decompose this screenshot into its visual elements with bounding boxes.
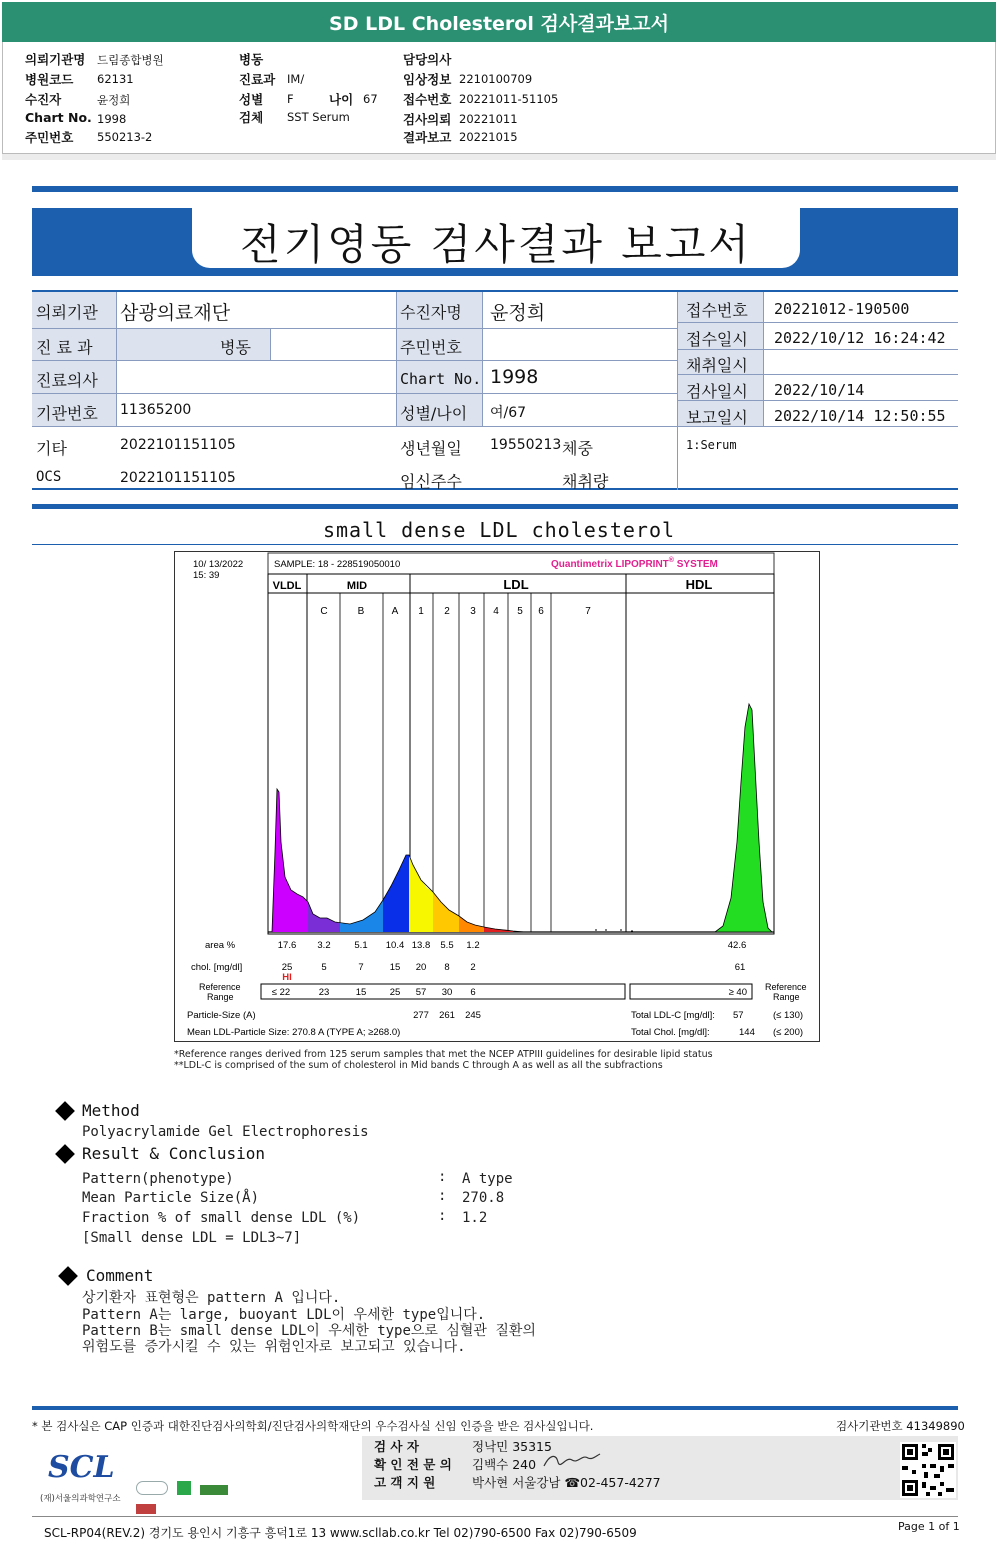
volume-label: 채취량 [562,472,609,491]
group-label-vldl: VLDL [272,580,302,592]
scl-logo-sub: (재)서울의과학연구소 [40,1494,121,1504]
patient-value: 윤정희 [490,302,546,324]
ref-value: 25 [389,987,401,998]
particle-size-values [413,1010,481,1021]
bullet-icon [55,1101,75,1121]
area-values [278,940,747,951]
comment-line: Pattern B는 small dense LDL이 우세한 type으로 심혈관 질환의 [82,1323,536,1339]
trace-ldl1 [409,855,433,932]
top-label: 의뢰기관명 [25,52,86,67]
area-value: 3.2 [317,940,331,951]
particle-size-label: Particle-Size (A) [187,1010,256,1021]
total-ldlc-ref: (≤ 130) [773,1010,804,1021]
ssn-label: 주민번호 [400,338,462,357]
comment-line: Pattern A는 large, buoyant LDL이 우세한 type입니다. [82,1307,486,1323]
result-value: 1.2 [462,1210,488,1226]
lab-address: SCL-RP04(REV.2) 경기도 용인시 기흥구 흥덕1로 13 www.scllab.co.kr Tel 02)790-6500 Fax 02)790-6509 [44,1526,637,1540]
report-dt-label: 보고일시 [686,408,748,427]
method-heading: Method [82,1101,140,1120]
row-divider [32,328,677,329]
top-value: IM/ [287,72,305,86]
band-label: C [320,606,328,617]
inst-code-value: 11365200 [120,402,192,418]
area-value: 17.6 [277,940,297,951]
recv-no-label: 접수번호 [686,301,748,320]
result-key: Mean Particle Size(Å) [82,1190,260,1206]
arab-logo-icon [136,1504,156,1514]
top-label: 진료과 [239,72,276,87]
band-label: B [357,606,365,617]
band-label: 7 [585,606,591,617]
ocs-value: 2022101151105 [120,470,236,486]
weight-label: 체중 [562,439,593,458]
scl-logo [48,1452,128,1492]
report-dt-value: 2022/10/14 12:50:55 [774,407,946,425]
sex-age-label: 성별/나이 [400,404,468,423]
top-value: 드림종합병원 [97,53,164,67]
result-value: 270.8 [462,1190,505,1206]
comment-heading: Comment [86,1266,154,1285]
group-label-ldl: LDL [503,577,529,592]
band-labels [320,606,591,617]
top-label: 성별 [239,92,264,107]
ref-value: 30 [441,987,453,998]
cert-logos [136,1480,256,1498]
signature-icon [540,1450,604,1474]
top-label: 담당의사 [403,52,452,67]
ref-row-label: Reference Range [199,982,241,1002]
top-info-panel [2,42,996,154]
top-value: 1998 [97,112,127,126]
ref-value-hdl: ≥ 40 [728,987,747,998]
band-label: 1 [418,606,424,617]
patient-label: 수진자명 [400,303,462,322]
sample-id: SAMPLE: 18 - 228519050010 [274,559,401,570]
top-value: 20221011 [459,112,518,126]
specialist-value: 김백수 240 [472,1457,537,1472]
particle-size-value: 245 [465,1010,481,1021]
band-label: 5 [517,606,523,617]
top-label: 결과보고 [403,130,452,145]
top-value: 20221015 [459,130,518,144]
bullet-icon [58,1266,78,1286]
col-divider [270,328,271,360]
top-label: 임상정보 [403,72,452,87]
section-rule [32,504,958,509]
col-divider [396,292,397,426]
ref-label-right: Reference Range [765,982,807,1002]
area-value: 5.1 [354,940,368,951]
patient-info-table [32,290,958,490]
chart-label: Chart No. [400,370,482,388]
ref-value: 15 [355,987,367,998]
band-label: 2 [444,606,450,617]
cert-statement: * 본 검사실은 CAP 인증과 대한진단검사의학회/진단검사의학재단의 우수검사실 신임 인증을 받은 검사실입니다. [32,1419,594,1433]
area-value: 5.5 [440,940,454,951]
lipoprint-svg [175,552,821,1043]
data-rows [187,940,807,1038]
collect-dt-label: 채취일시 [686,356,748,375]
particle-size-value: 277 [413,1010,429,1021]
total-ldlc-value: 57 [733,1010,744,1021]
birth-label: 생년월일 [400,439,462,458]
area-value: 10.4 [385,940,405,951]
examiner-value: 정낙민 35315 [472,1439,552,1454]
recv-dt-label: 접수일시 [686,330,748,349]
top-label: 검사의뢰 [403,112,452,127]
comment-line: 위험도를 증가시킬 수 있는 위험인자로 보고되고 있습니다. [82,1339,466,1355]
trace [269,704,772,932]
area-value-hdl: 42.6 [727,940,747,951]
method-body: Polyacrylamide Gel Electrophoresis [82,1124,369,1140]
chart-value: 1998 [490,366,539,388]
result-value: A type [462,1171,513,1187]
chol-value: 5 [321,962,327,973]
chol-value: 2 [470,962,476,973]
trace-mid-b [340,900,383,932]
top-value: 550213-2 [97,130,153,144]
trace-ldl2 [433,892,459,932]
examiner-label: 검 사 자 [374,1439,419,1454]
band-dividers [340,593,551,932]
scl-logo-text: SCL [48,1450,115,1485]
ref-value: 23 [318,987,330,998]
birth-value: 19550213 [490,437,562,453]
report-title: SD LDL Cholesterol 검사결과보고서 [329,12,669,35]
footer-rule [32,1406,958,1410]
top-value: 62131 [97,72,134,86]
col-divider [116,292,117,426]
chol-value-hdl: 61 [734,962,746,973]
hi-flag: HI [282,972,292,983]
top-label: 병동 [239,52,264,67]
top-value: 20221011-51105 [459,92,559,106]
support-label: 고 객 지 원 [374,1475,436,1490]
total-ldlc-label: Total LDL-C [mg/dl]: [631,1010,715,1021]
top-label: 접수번호 [403,92,452,107]
chart-date: 10/ 13/2022 [193,559,244,570]
footer-bottom-rule [32,1516,958,1517]
header-rule [32,186,958,192]
cap-logo-icon [136,1481,168,1495]
brand-name: Quantimetrix LIPOPRINT® SYSTEM [551,557,718,570]
row-divider [32,360,677,361]
result-colon: : [438,1208,447,1224]
result-colon: : [438,1188,447,1204]
chol-row-label: chol. [mg/dl] [191,962,243,973]
total-chol-label: Total Chol. [mg/dl]: [631,1027,710,1038]
footnote-2: **LDL-C is comprised of the sum of cholesterol in Mid bands C through A as well as all the subfractions [174,1060,663,1071]
recv-no-value: 20221012-190500 [774,300,910,318]
band-label: 6 [538,606,544,617]
eqa-logo-icon [200,1485,228,1495]
col-divider [763,292,764,426]
dept-value: 병동 [220,338,251,357]
band-label: 4 [493,606,499,617]
trace-hdl [715,704,772,932]
recv-dt-value: 2022/10/12 16:24:42 [774,329,946,347]
ref-values [272,987,476,998]
top-value: 2210100709 [459,72,533,86]
section-underline [32,544,958,545]
specimen-value: 1:Serum [686,438,737,452]
section-title: small dense LDL cholesterol [322,518,676,542]
result-colon: : [438,1169,447,1185]
plot-frame [268,574,774,934]
top-label: Chart No. [25,110,92,125]
group-label-hdl: HDL [685,577,713,592]
chol-value: 7 [358,962,364,973]
comment-line: 상기환자 표현형은 pattern A 입니다. [82,1290,341,1306]
chol-value: 8 [444,962,450,973]
inst-code-label: 기관번호 [36,404,98,423]
sex-age-value: 여/67 [490,405,527,421]
top-value: 67 [363,92,378,106]
top-label: 주민번호 [25,130,74,145]
area-value: 1.2 [466,940,480,951]
particle-size-value: 261 [439,1010,455,1021]
band-label: A [391,606,399,617]
lab-number: 검사기관번호 41349890 [836,1419,965,1433]
result-heading: Result & Conclusion [82,1144,266,1163]
trace-mid-c [308,902,340,932]
test-dt-value: 2022/10/14 [774,381,865,399]
chol-value: 25 [281,962,293,973]
group-label-mid: MID [346,580,368,592]
footnote-1: *Reference ranges derived from 125 serum samples that met the NCEP ATPIII guidelines for desirable lipid status [174,1049,713,1060]
lipoprint-chart [174,551,820,1042]
top-label: 검체 [239,110,264,125]
result-note: [Small dense LDL = LDL3~7] [82,1230,302,1246]
col-divider [482,292,483,426]
row-divider [677,322,958,323]
area-row-label: area % [205,940,236,951]
band-label: 3 [470,606,476,617]
top-value: F [287,92,294,106]
top-label: 병원코드 [25,72,74,87]
area-value: 13.8 [411,940,431,951]
total-chol-ref: (≤ 200) [773,1027,804,1038]
top-value: 윤정희 [97,93,131,107]
ref-value: ≤ 22 [271,987,291,998]
ref-value: 57 [415,987,427,998]
specialist-label: 확 인 전 문 의 [374,1457,452,1472]
col-divider [677,292,678,490]
row-divider [32,393,677,394]
lm-logo-icon [177,1481,191,1495]
inst-label: 의뢰기관 [36,303,98,322]
qr-code-icon [900,1442,956,1498]
mean-ldl-size: Mean LDL-Particle Size: 270.8 A (TYPE A; ≥268.0) [187,1027,401,1038]
etc-value: 2022101151105 [120,437,236,453]
chol-values [282,962,746,983]
top-value: SST Serum [287,110,350,124]
trace-dots [595,930,633,931]
total-chol-value: 144 [739,1027,755,1038]
ref-value: 6 [470,987,476,998]
test-dt-label: 검사일시 [686,382,748,401]
chart-time: 15: 39 [193,570,220,581]
chol-value: 15 [389,962,401,973]
inst-value: 삼광의료재단 [120,302,231,324]
report-heading: 전기영동 검사결과 보고서 [240,220,752,269]
ocs-label: OCS [36,469,62,485]
chol-value: 20 [415,962,427,973]
doctor-label: 진료의사 [36,371,98,390]
etc-label: 기타 [36,439,67,458]
pregnancy-label: 임신주수 [400,472,462,491]
row-divider [32,426,677,427]
page-indicator: Page 1 of 1 [898,1520,960,1533]
top-label: 수진자 [25,92,62,107]
result-key: Fraction % of small dense LDL (%) [82,1210,361,1226]
top-label: 나이 [329,92,354,107]
dept-label: 진 료 과 [36,338,93,357]
report-title-bar [2,2,996,42]
support-value: 박사현 서울강남 ☎02-457-4277 [472,1475,661,1490]
bullet-icon [55,1144,75,1164]
result-key: Pattern(phenotype) [82,1171,234,1187]
